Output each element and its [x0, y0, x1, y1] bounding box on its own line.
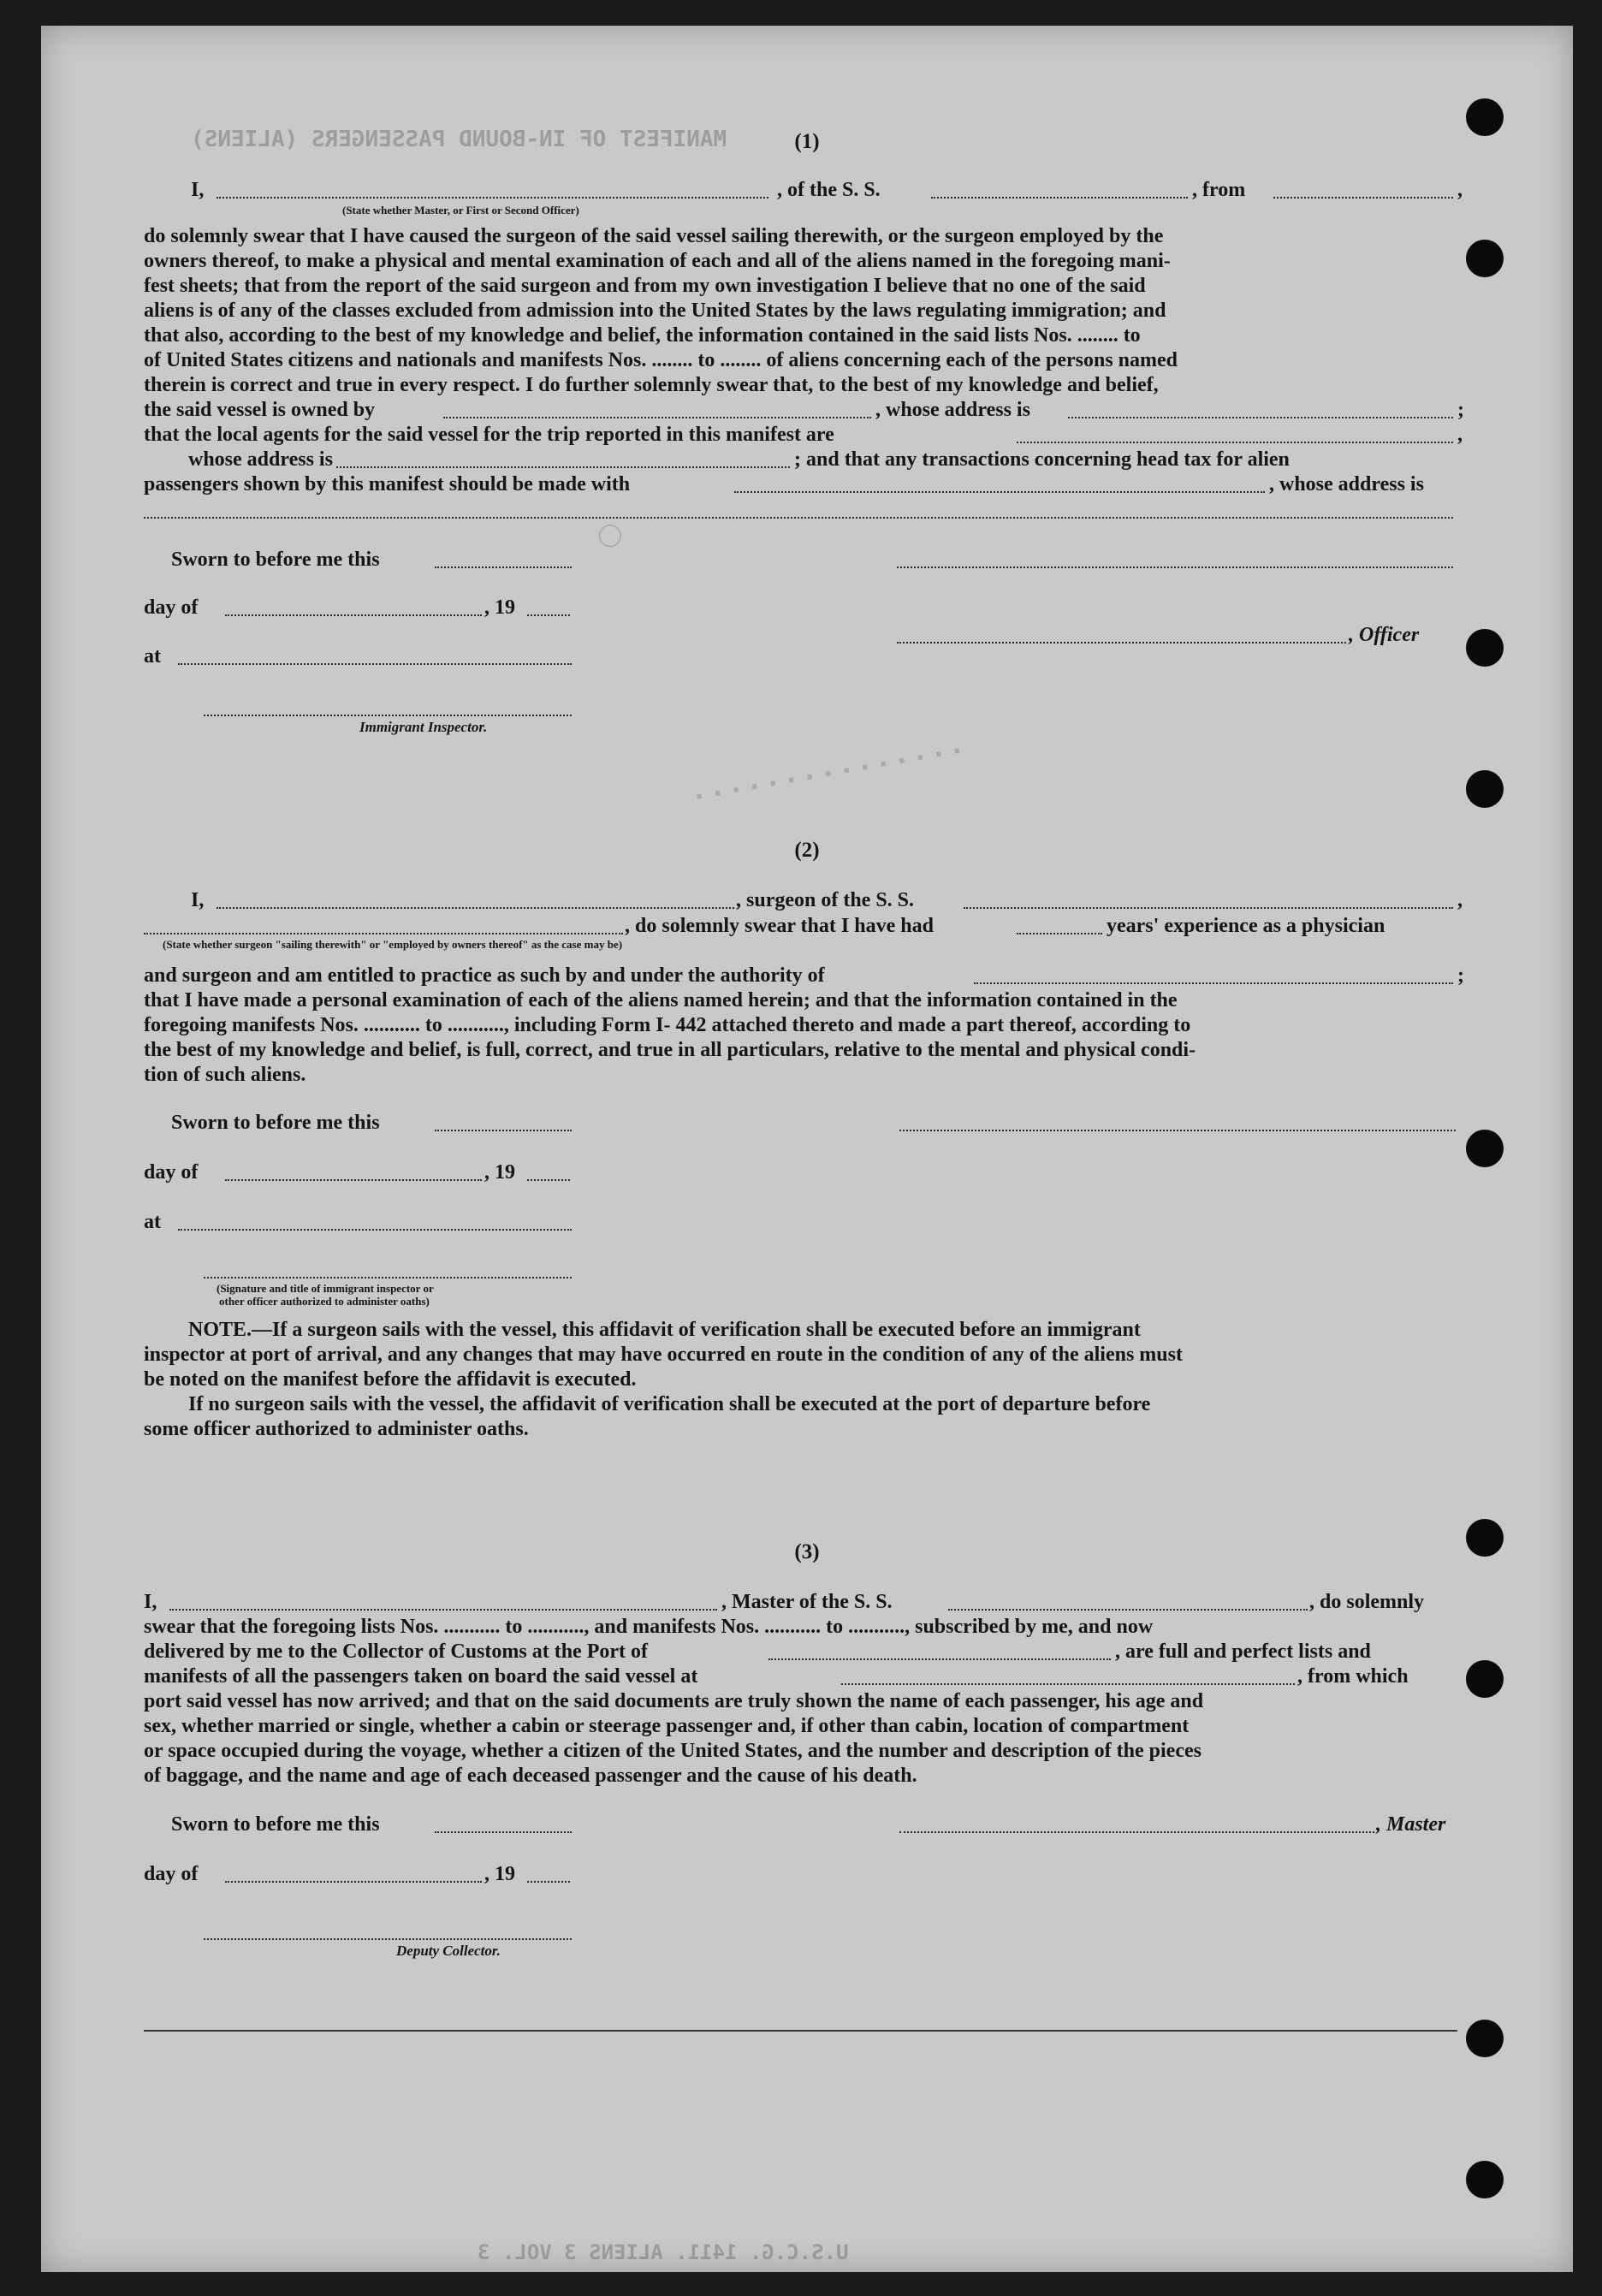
s2-note-2: inspector at port of arrival, and any changes that may have occurred en route in the condition of any of the aliens must	[144, 1344, 1183, 1366]
s2-field-years[interactable]	[1017, 933, 1102, 934]
s3-line-6: sex, whether married or single, whether a cabin or steerage passenger and, if other than cabin, location of compartment	[144, 1715, 1190, 1737]
s1-field-headtax-contact[interactable]	[734, 491, 1265, 493]
s1-at: at	[144, 645, 161, 667]
s3-field-collector[interactable]	[204, 1938, 572, 1940]
punch-hole	[1466, 1130, 1504, 1167]
s1-field-signature[interactable]	[897, 567, 1453, 568]
s2-field-surgeon[interactable]	[217, 907, 734, 909]
s3-line-4a: manifests of all the passengers taken on board the said vessel at	[144, 1665, 698, 1688]
s2-line-3-end: ;	[1457, 964, 1464, 987]
s3-sworn: Sworn to before me this	[171, 1813, 380, 1836]
s3-field-master[interactable]	[169, 1609, 717, 1611]
s3-field-day[interactable]	[225, 1881, 482, 1883]
s3-field-sworn[interactable]	[435, 1831, 572, 1833]
s2-field-administrator[interactable]	[204, 1277, 572, 1279]
s2-note-4: If no surgeon sails with the vessel, the affidavit of verification shall be executed at the port of departure before	[188, 1393, 1151, 1415]
s1-line-12b: , whose address is	[1269, 473, 1424, 495]
s2-field-day[interactable]	[225, 1179, 482, 1181]
stamp-impression: . . . . . . . . . . . . . . .	[691, 729, 964, 807]
section-2-number: (2)	[794, 839, 820, 862]
s3-field-year[interactable]	[527, 1881, 570, 1883]
s2-field-authority[interactable]	[974, 982, 1453, 984]
s3-line-3a: delivered by me to the Collector of Customs at the Port of	[144, 1640, 648, 1663]
s1-officer-label: , Officer	[1349, 624, 1420, 646]
manifest-page	[41, 26, 1573, 2272]
s3-day: day of	[144, 1863, 199, 1885]
s2-sig-note-1: (Signature and title of immigrant inspector or	[217, 1282, 434, 1295]
s3-line-5: port said vessel has now arrived; and that on the said documents are truly shown the name of each passenger, his age and	[144, 1690, 1204, 1712]
s1-line-4: fest sheets; that from the report of the said surgeon and from my own investigation I believe that no one of the said	[144, 275, 1146, 297]
s2-line-1-end: ,	[1457, 889, 1463, 911]
s1-field-agent-address[interactable]	[336, 466, 790, 468]
bottom-rule	[144, 2030, 1457, 2032]
s1-line-1d: ,	[1457, 179, 1463, 201]
s1-day: day of	[144, 596, 199, 619]
s3-master-label: , Master	[1376, 1813, 1446, 1836]
s2-sworn: Sworn to before me this	[171, 1112, 380, 1134]
punch-hole	[1466, 2161, 1504, 2198]
s1-field-agents[interactable]	[1017, 442, 1453, 443]
section-1-number: (1)	[794, 130, 820, 153]
s1-line-7: of United States citizens and nationals and manifests Nos. ........ to ........ of aliens concerning each of the persons named	[144, 349, 1178, 371]
s3-line-1a: I,	[144, 1591, 157, 1613]
s2-note-5: some officer authorized to administer oaths.	[144, 1418, 529, 1440]
s1-inspector-label: Immigrant Inspector.	[359, 719, 488, 735]
s1-line-11b: ; and that any transactions concerning head tax for alien	[794, 448, 1290, 471]
s1-line-11a: whose address is	[188, 448, 333, 471]
s2-year: , 19	[484, 1161, 515, 1184]
s1-line-9a: the said vessel is owned by	[144, 399, 376, 421]
s1-field-sworn[interactable]	[435, 567, 572, 568]
s1-field-vessel[interactable]	[931, 197, 1188, 199]
s1-line-1b: , of the S. S.	[777, 179, 881, 201]
stamp-impression: ◯	[594, 519, 626, 551]
s2-field-year[interactable]	[527, 1179, 570, 1181]
s1-line-3: owners thereof, to make a physical and mental examination of each and all of the aliens named in the foregoing mani-	[144, 250, 1171, 272]
s3-collector-label: Deputy Collector.	[396, 1943, 501, 1959]
s1-field-at[interactable]	[178, 663, 572, 665]
s1-line-1a: I,	[191, 179, 205, 201]
s2-field-signature[interactable]	[899, 1130, 1456, 1131]
s3-field-vessel[interactable]	[948, 1609, 1308, 1611]
s3-line-1b: , Master of the S. S.	[721, 1591, 893, 1613]
s2-field-surgeon-status[interactable]	[144, 933, 623, 934]
s2-field-vessel[interactable]	[964, 907, 1453, 909]
s3-line-3b: , are full and perfect lists and	[1115, 1640, 1371, 1663]
s2-note-3: be noted on the manifest before the affidavit is executed.	[144, 1368, 637, 1391]
punch-hole	[1466, 770, 1504, 808]
s2-line-2b: years' experience as a physician	[1107, 915, 1385, 937]
punch-hole	[1466, 2020, 1504, 2057]
s2-line-6: the best of my knowledge and belief, is full, correct, and true in all particulars, relative to the mental and physical condi-	[144, 1039, 1196, 1061]
s1-sworn: Sworn to before me this	[171, 549, 380, 571]
s3-line-8: of baggage, and the name and age of each deceased passenger and the cause of his death.	[144, 1765, 917, 1787]
s2-surgeon-note: (State whether surgeon "sailing therewith" or "employed by owners thereof" as the case may be)	[163, 938, 623, 951]
section-3-number: (3)	[794, 1540, 820, 1563]
s2-sig-note-2: other officer authorized to administer oaths)	[219, 1295, 430, 1308]
s2-note-1: NOTE.—If a surgeon sails with the vessel, this affidavit of verification shall be executed before an immigrant	[188, 1319, 1141, 1341]
punch-hole	[1466, 629, 1504, 667]
s2-line-7: tion of such aliens.	[144, 1064, 306, 1086]
s3-line-1c: , do solemnly	[1309, 1591, 1425, 1613]
s1-line-10: that the local agents for the said vessel for the trip reported in this manifest are	[144, 424, 834, 446]
s1-line-9b: , whose address is	[875, 399, 1030, 421]
s1-field-headtax-address[interactable]	[144, 517, 1453, 519]
s2-line-1a: I,	[191, 889, 205, 911]
s1-line-12a: passengers shown by this manifest should be made with	[144, 473, 631, 495]
s1-field-day[interactable]	[225, 614, 482, 616]
s3-field-port[interactable]	[768, 1658, 1111, 1660]
s2-field-sworn[interactable]	[435, 1130, 572, 1131]
s3-year: , 19	[484, 1863, 515, 1885]
s2-field-at[interactable]	[178, 1229, 572, 1231]
bleed-through-footer: U.S.C.G. 1411. ALIENS 3 VOL. 3	[478, 2240, 849, 2264]
s3-line-4b: , from which	[1297, 1665, 1409, 1688]
s2-line-3a: and surgeon and am entitled to practice as such by and under the authority of	[144, 964, 825, 987]
s1-line-9c: ;	[1457, 399, 1464, 421]
s2-line-5: foregoing manifests Nos. ........... to ..........., including Form I- 442 attached thereto and made a part thereof, according to	[144, 1014, 1191, 1036]
s1-field-officer[interactable]	[217, 197, 768, 199]
s3-field-master-signature[interactable]	[899, 1831, 1374, 1833]
punch-hole	[1466, 1660, 1504, 1698]
s1-field-from[interactable]	[1273, 197, 1453, 199]
s2-line-2a: , do solemnly swear that I have had	[625, 915, 934, 937]
s1-line-2: do solemnly swear that I have caused the surgeon of the said vessel sailing therewith, or the surgeon employed by the	[144, 225, 1164, 247]
s1-field-year[interactable]	[527, 614, 570, 616]
s1-line-8: therein is correct and true in every respect. I do further solemnly swear that, to the best of my knowledge and belief,	[144, 374, 1159, 396]
s1-line-1c: , from	[1192, 179, 1246, 201]
s3-line-7: or space occupied during the voyage, whether a citizen of the United States, and the number and description of the pieces	[144, 1740, 1202, 1762]
s1-field-owner-address[interactable]	[1068, 417, 1453, 418]
s3-line-2: swear that the foregoing lists Nos. ........... to ..........., and manifests Nos. ........... to ..........., subscribed by me, and now	[144, 1616, 1154, 1638]
s3-field-embark-port[interactable]	[841, 1683, 1295, 1685]
bleed-through-header: MANIFEST OF IN-BOUND PASSENGERS (ALIENS)	[191, 127, 727, 152]
s1-field-officer-signature[interactable]	[897, 642, 1346, 644]
s2-line-4: that I have made a personal examination of each of the aliens named herein; and that the information contained in the	[144, 989, 1178, 1012]
s1-role-note: (State whether Master, or First or Second Officer)	[342, 204, 579, 217]
s1-field-inspector[interactable]	[204, 715, 572, 716]
s2-line-1b: , surgeon of the S. S.	[736, 889, 915, 911]
s1-line-5: aliens is of any of the classes excluded from admission into the United States by the laws regulating immigration; and	[144, 300, 1166, 322]
s2-day: day of	[144, 1161, 199, 1184]
s1-line-6: that also, according to the best of my knowledge and belief, the information contained in the said lists Nos. ........ to	[144, 324, 1141, 347]
s1-year: , 19	[484, 596, 515, 619]
s1-line-10-end: ,	[1457, 424, 1463, 446]
punch-hole	[1466, 240, 1504, 277]
s1-field-owner[interactable]	[443, 417, 871, 418]
s2-at: at	[144, 1211, 161, 1233]
